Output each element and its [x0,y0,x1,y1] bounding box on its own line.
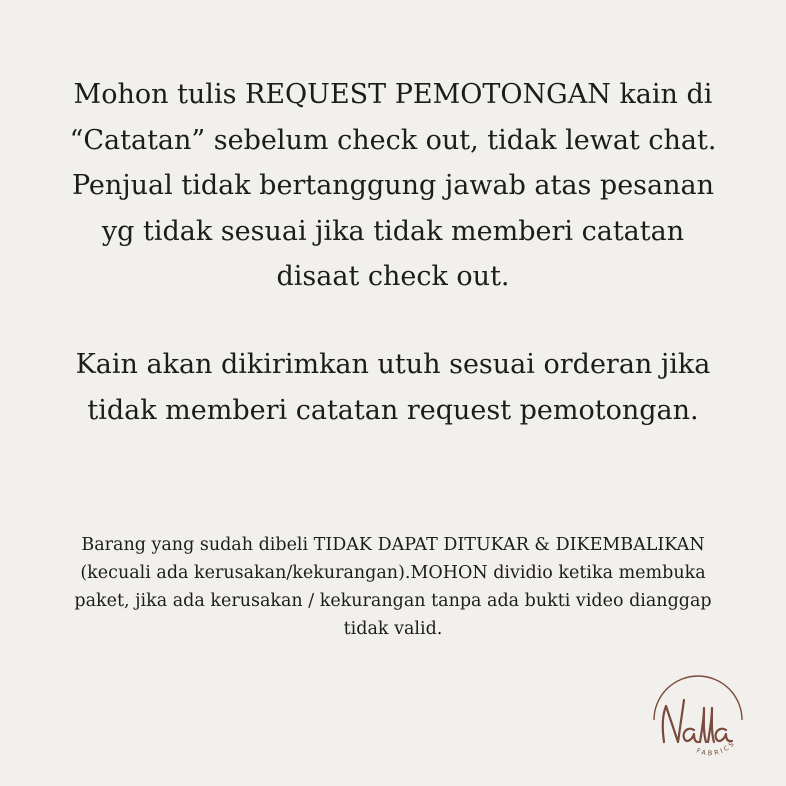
notice-paragraph-no-returns: Barang yang sudah dibeli TIDAK DAPAT DITUKAR & DIKEMBALIKAN (kecuali ada kerusakan/kekurangan).MOHON dividio ketika membuka paket, jika ada kerusakan / kekurangan tanpa ada bukti video dianggap tidak valid. [74,535,712,639]
logo-subtitle-arc-text [695,739,737,758]
notice-paragraph-cutting-request: Mohon tulis REQUEST PEMOTONGAN kain di “Catatan” sebelum check out, tidak lewat chat. Penjual tidak bertanggung jawab atas pesanan yg tidak sesuai jika tidak memberi catatan disaat check out. [69,79,717,292]
logo-subtitle: FABRICS [695,738,738,758]
brand-logo [640,664,752,774]
notice-paragraph-uncut-shipping: Kain akan dikirimkan utuh sesuai orderan jika tidak memberi catatan request pemotongan. [75,349,711,426]
logo-script-wordmark [663,700,732,742]
logo-arch [654,676,742,720]
nalla-fabrics-logo-graphic [640,664,752,774]
